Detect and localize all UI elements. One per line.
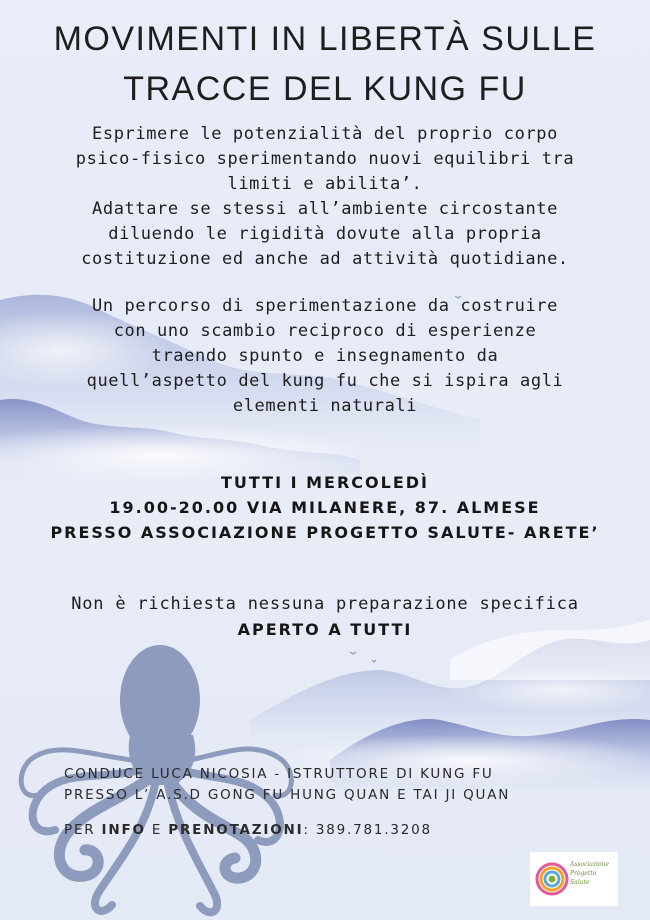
path-paragraph xyxy=(0,294,650,419)
title-line: MOVIMENTI IN LIBERTÀ SULLE xyxy=(53,20,597,58)
contact-info xyxy=(64,820,564,841)
contact-info-label: INFO xyxy=(101,822,146,838)
logo-line: Associazione xyxy=(570,861,610,868)
title-line: TRACCE DEL KUNG FU xyxy=(123,70,527,108)
open-to-all-note: APERTO A TUTTI xyxy=(237,620,413,639)
intro-line: Esprimere le potenzialità del proprio corpo xyxy=(92,124,558,144)
spiral-logo-icon xyxy=(530,852,570,906)
poster-title xyxy=(0,14,650,114)
path-line: elementi naturali xyxy=(232,396,418,416)
intro-line: psico-fisico sperimentando nuovi equilibri tra xyxy=(75,149,575,169)
path-line: con uno scambio reciproco di esperienze xyxy=(113,321,537,341)
no-preparation-note: Non è richiesta nessuna preparazione specifica xyxy=(71,594,579,614)
intro-line: costituzione ed anche ad attività quotidiane. xyxy=(81,249,569,269)
contact-middle: E xyxy=(145,822,169,838)
contact-booking-label: PRENOTAZIONI xyxy=(168,822,304,838)
association-logo xyxy=(530,852,618,906)
logo-line: Progetto xyxy=(570,870,597,877)
conductor-line: PRESSO L’ A.S.D GONG FU HUNG QUAN E TAI JI QUAN xyxy=(64,787,511,803)
intro-line: limiti e abilita’. xyxy=(227,174,423,194)
event-details xyxy=(0,470,650,545)
logo-text xyxy=(570,860,616,887)
path-line: Un percorso di sperimentazione da costruire xyxy=(92,296,558,316)
intro-line: diluendo le rigidità dovute alla propria xyxy=(108,224,542,244)
conductor-line: CONDUCE LUCA NICOSIA - ISTRUTTORE DI KUNG FU xyxy=(64,766,494,782)
path-line: traendo spunto e insegnamento da xyxy=(151,346,499,366)
conductor-info xyxy=(64,764,624,806)
event-day: TUTTI I MERCOLEDÌ xyxy=(220,473,430,492)
event-venue: PRESSO ASSOCIAZIONE PROGETTO SALUTE- ARETE’ xyxy=(50,523,600,542)
phone-number: : 389.781.3208 xyxy=(303,822,432,838)
event-time-place: 19.00-20.00 VIA MILANERE, 87. ALMESE xyxy=(109,498,541,517)
intro-paragraph xyxy=(0,122,650,272)
logo-line: Salute xyxy=(570,879,590,886)
contact-prefix: PER xyxy=(64,822,102,838)
intro-line: Adattare se stessi all’ambiente circostante xyxy=(92,199,558,219)
path-line: quell’aspetto del kung fu che si ispira agli xyxy=(86,371,564,391)
